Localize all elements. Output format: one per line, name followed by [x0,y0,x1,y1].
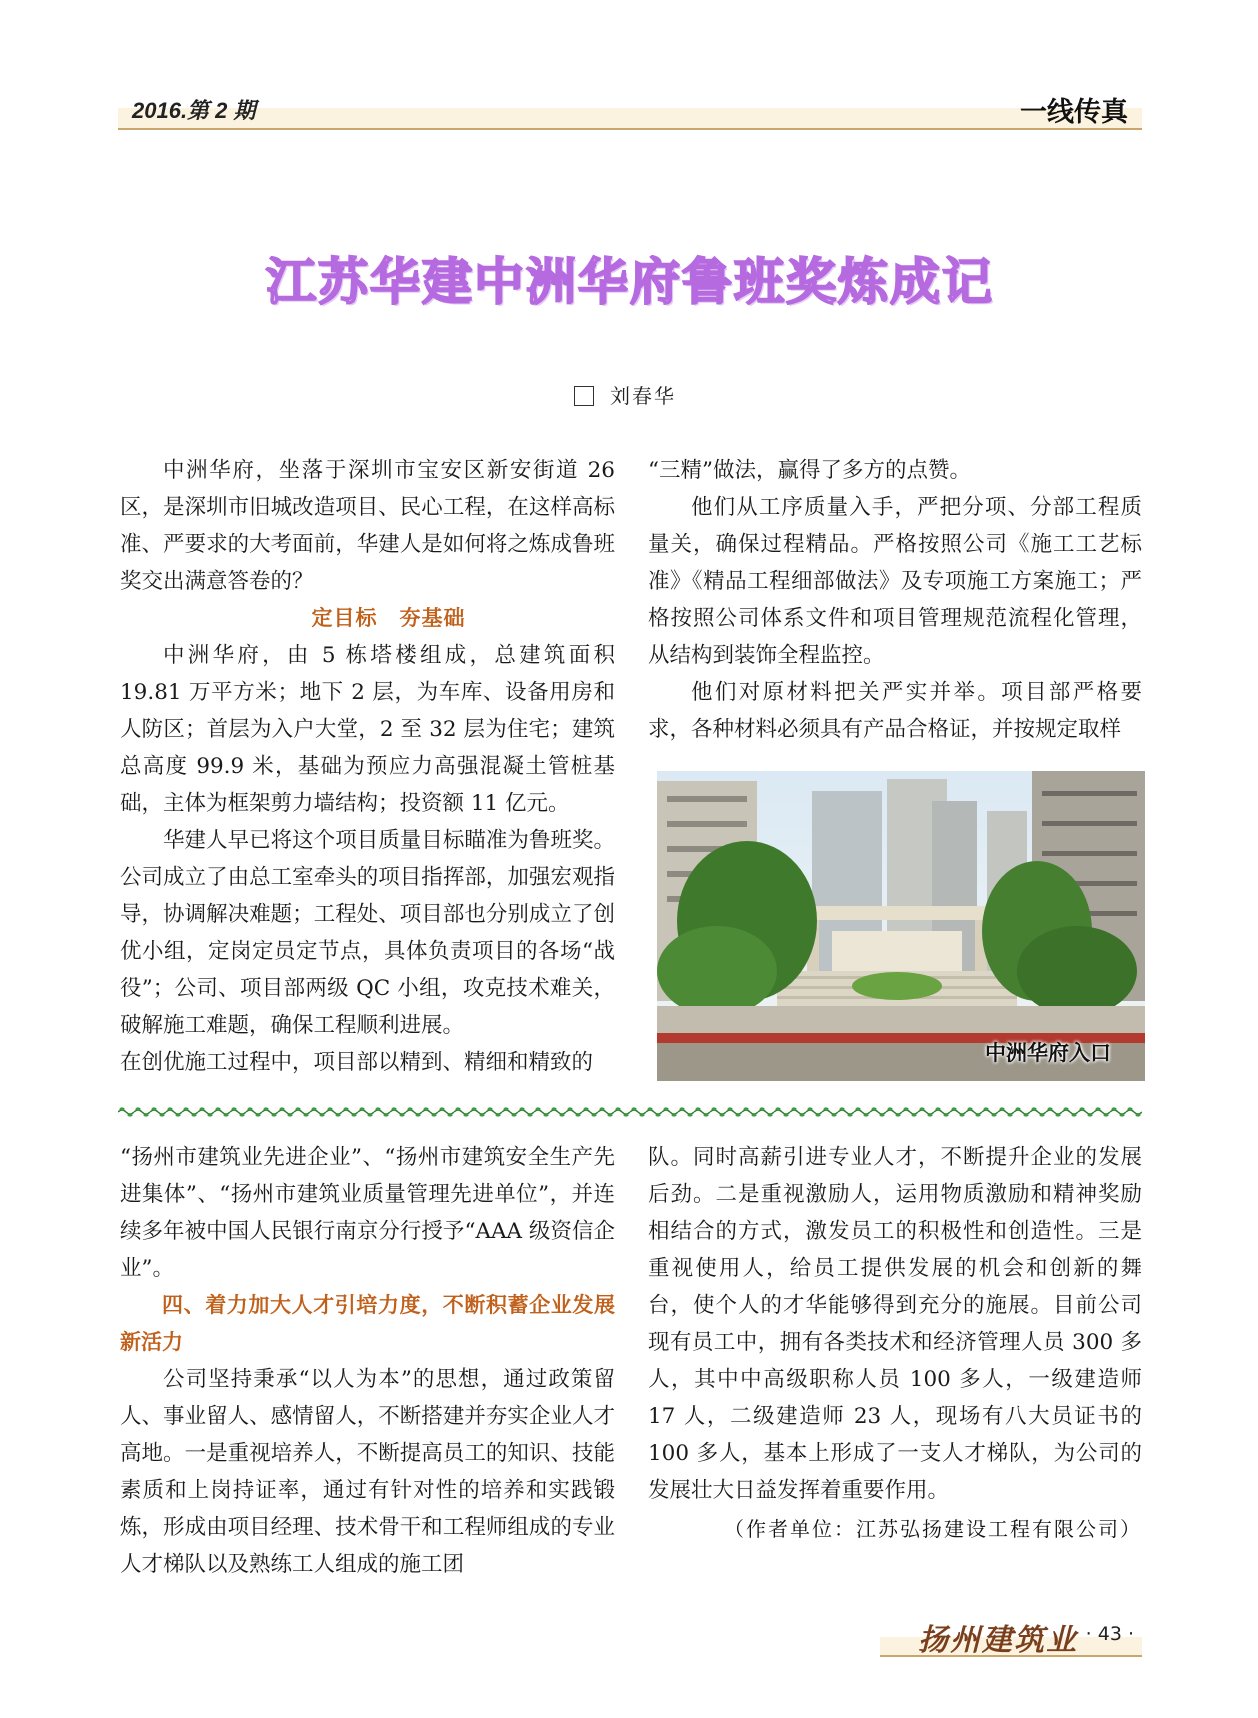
issue-number: 2016.第 2 期 [132,98,256,123]
section-title: 一线传真 [1020,97,1128,128]
paragraph: 他们对原材料把关严实并举。项目部严格要求，各种材料必须具有产品合格证，并按规定取样 [648,680,1142,742]
author-name: 刘春华 [610,384,676,408]
entrance-photo [657,771,1145,1081]
byline [574,380,676,406]
paragraph: 中洲华府，由 5 栋塔楼组成，总建筑面积 19.81 万平方米；地下 2 层，为车库、设备用房和人防区；首层为入户大堂，2 至 32 层为住宅；建筑总高度 99.9 米，基础为预应力高强混凝土管桩基础，主体为框架剪力墙结构；投资额 11 亿元。 [120,643,615,816]
paragraph: 华建人早已将这个项目质量目标瞄准为鲁班奖。公司成立了由总工室牵头的项目指挥部，加强宏观指导，协调解决难题；工程处、项目部也分别成立了创优小组，定岗定员定节点，具体负责项目的各场“战役”；公司、项目部两级 QC 小组，攻克技术难关，破解施工难题，确保工程顺利进展。 [120,828,615,1038]
page-number: · 43 · [1085,1623,1134,1645]
vine-divider [118,1105,1142,1119]
paragraph: 中洲华府，坐落于深圳市宝安区新安街道 26 区，是深圳市旧城改造项目、民心工程，在这样高标准、严要求的大考面前，华建人是如何将之炼成鲁班奖交出满意答卷的？ [120,458,615,594]
column-4 [648,1139,1142,1509]
paragraph: 在创优施工过程中，项目部以精到、精细和精致的 [120,1050,594,1075]
header-band [118,108,1142,128]
page-footer [880,1615,1142,1657]
photo-illustration [657,771,1145,1081]
column-1 [120,452,615,1081]
square-icon [574,386,594,406]
paragraph: 他们从工序质量入手，严把分项、分部工程质量关，确保过程精品。严格按照公司《施工工艺标准》《精品工程细部做法》及专项施工方案施工；严格按照公司体系文件和项目管理规范流程化管理，从结构到装饰全程监控。 [648,495,1142,668]
page-header [118,88,1142,130]
section-heading: 四、着力加大人才引培力度，不断积蓄企业发展新活力 [120,1293,615,1354]
paragraph: 公司坚持秉承“以人为本”的思想，通过政策留人、事业留人、感情留人，不断搭建并夯实企业人才高地。一是重视培养人，不断提高员工的知识、技能素质和上岗持证率，通过有针对性的培养和实践锻炼，形成由项目经理、技术骨干和工程师组成的专业人才梯队以及熟练工人组成的施工团 [120,1367,615,1577]
subheading: 定目标 夯基础 [311,606,466,630]
photo-caption: 中洲华府入口 [985,1041,1111,1065]
magazine-logo: 扬州建筑业 [918,1623,1078,1658]
paragraph: “三精”做法，赢得了多方的点赞。 [648,458,971,483]
author-affiliation: （作者单位：江苏弘扬建设工程有限公司） [724,1517,1142,1541]
paragraph: 队。同时高薪引进专业人才，不断提升企业的发展后劲。二是重视激励人，运用物质激励和精神奖励相结合的方式，激发员工的积极性和创造性。三是重视使用人，给员工提供发展的机会和创新的舞台，使个人的才华能够得到充分的施展。目前公司现有员工中，拥有各类技术和经济管理人员 300 多人，其中中高级职称人员 100 多人，一级建造师 17 人，二级建造师 23 人，现场有八大员证书的 100 多人，基本上形成了一支人才梯队，为公司的发展壮大日益发挥着重要作用。 [648,1145,1142,1503]
column-2 [648,452,1142,748]
paragraph: “扬州市建筑业先进企业”、“扬州市建筑安全生产先进集体”、“扬州市建筑业质量管理先进单位”，并连续多年被中国人民银行南京分行授予“AAA 级资信企业”。 [120,1145,615,1281]
column-3 [120,1139,615,1583]
article-title: 江苏华建中洲华府鲁班奖炼成记 [266,253,994,311]
